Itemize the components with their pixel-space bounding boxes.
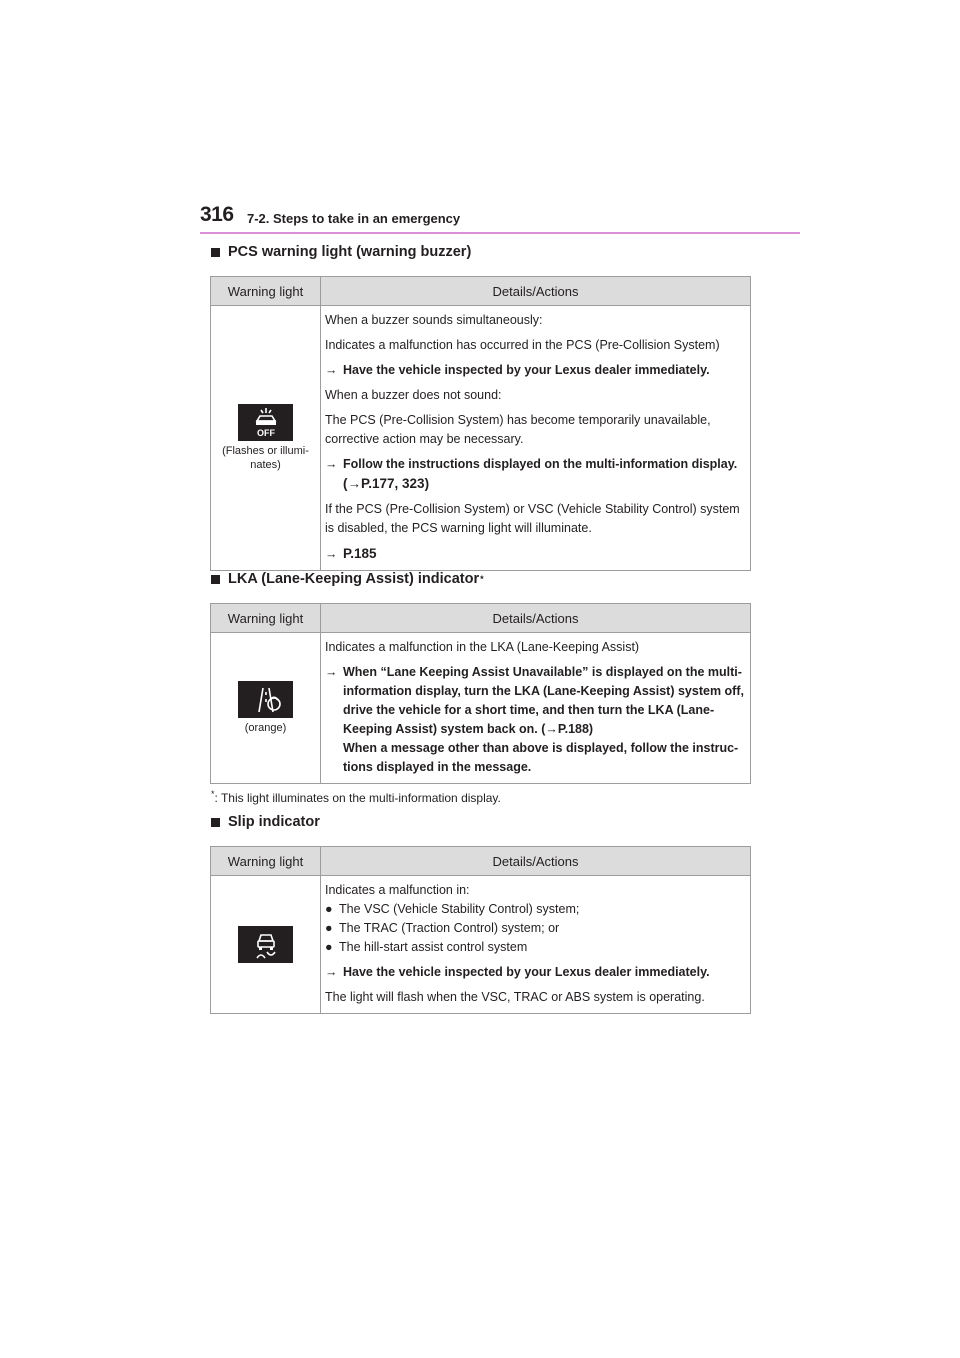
lka-table (210, 603, 751, 784)
square-bullet-icon (211, 818, 220, 827)
chapter-title: 7-2. Steps to take in an emergency (247, 211, 461, 226)
col-details: Details/Actions (321, 847, 751, 876)
section-title-lka: LKA (Lane-Keeping Assist) indicator * (211, 571, 484, 587)
list-item: ● The hill-start assist control system (325, 940, 528, 954)
pcs-table (210, 276, 751, 571)
warning-light-cell (211, 633, 321, 784)
slip-indicator-icon (238, 926, 293, 963)
icon-caption: (orange) (244, 722, 287, 734)
details-cell: Indicates a malfunction in the LKA (Lane-Keeping Assist) → When “Lane Keeping Assist Unavailable” is displayed on the multi-information display, turn the LKA (Lane-Keeping Assist) system off, drive the vehicle for a short time, and then turn the LKA (Lane-Keeping Assist) system back on. (→P.188) When a message other than above is displayed, follow the instruc-tions displayed in the message. (321, 633, 751, 784)
col-details: Details/Actions (321, 604, 751, 633)
section-title-pcs: PCS warning light (warning buzzer) (211, 244, 471, 260)
col-warning-light: Warning light (211, 847, 321, 876)
details-cell: When a buzzer sounds simultaneously: Indicates a malfunction has occurred in the PCS (Pre-Collision System) → Have the vehicle inspected by your Lexus dealer immediately. When a buzzer does not sound: The PCS (Pre-Collision System) has become temporarily unavailable, corrective action may be necessary. → Follow the instructions displayed on the multi-information display. (→P.177, 323) If the PCS (Pre-Collision System) or VSC (Vehicle Stability Control) system is disabled, the PCS warning light will illuminate. → P.185 (321, 306, 751, 571)
warning-light-cell (211, 306, 321, 571)
section-title-slip: Slip indicator (211, 814, 320, 830)
square-bullet-icon (211, 248, 220, 257)
svg-text:OFF: OFF (256, 427, 275, 438)
page-number: 316 (200, 203, 234, 226)
col-details: Details/Actions (321, 277, 751, 306)
icon-caption: (Flashes or illumi-nates) (222, 445, 309, 471)
page-header (200, 203, 800, 233)
square-bullet-icon (211, 575, 220, 584)
list-item: ● The TRAC (Traction Control) system; or (325, 921, 560, 935)
footnote: *: This light illuminates on the multi-information display. (211, 789, 501, 805)
header-rule (200, 232, 800, 234)
details-cell: Indicates a malfunction in: ● The VSC (Vehicle Stability Control) system; ● The TRAC (Traction Control) system; or ● The hill-start assist control system → Have the vehicle inspected by your Lexus dealer immediately. The light will flash when the VSC, TRAC or ABS system is operating. (321, 876, 751, 1014)
pcs-off-icon (238, 404, 293, 441)
col-warning-light: Warning light (211, 604, 321, 633)
col-warning-light: Warning light (211, 277, 321, 306)
warning-light-cell (211, 876, 321, 1014)
list-item: ● The VSC (Vehicle Stability Control) system; (325, 902, 580, 916)
page-reference-link[interactable]: P.185 (343, 546, 377, 561)
slip-table (210, 846, 751, 1014)
lka-hands-on-wheel-icon (238, 681, 293, 718)
